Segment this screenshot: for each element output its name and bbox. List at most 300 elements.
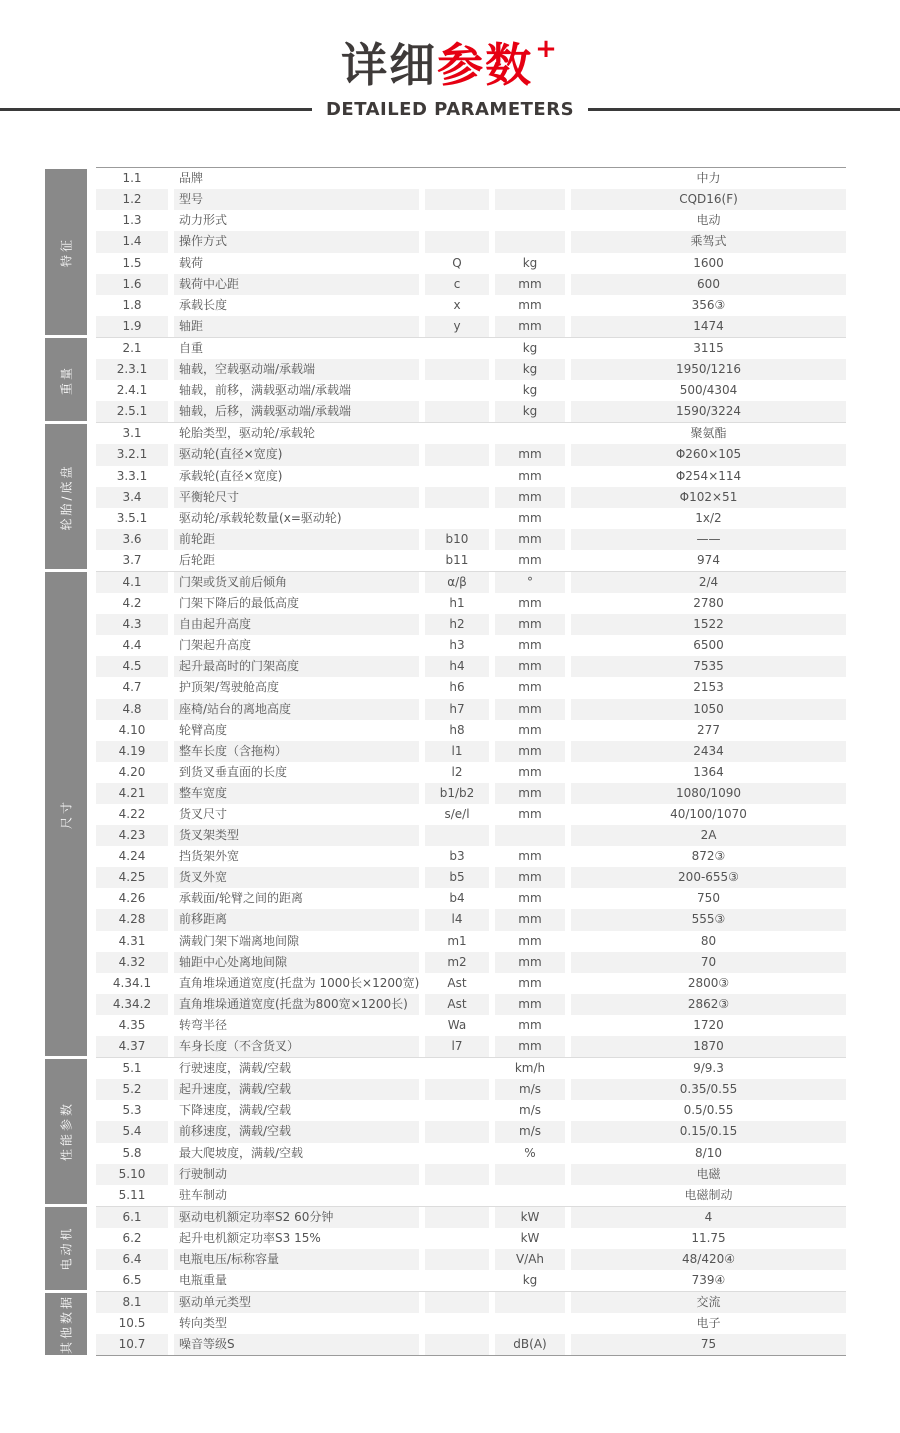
param-symbol: s/e/l <box>444 807 470 821</box>
section-label <box>45 338 87 420</box>
param-unit: V/Ah <box>495 1249 565 1270</box>
row-number: 1.5 <box>122 255 142 270</box>
param-symbol <box>425 231 489 252</box>
param-symbol: Ast <box>425 994 489 1015</box>
param-symbol: x <box>453 297 461 312</box>
param-unit: kg <box>495 359 565 380</box>
param-unit: mm <box>495 741 565 762</box>
param-value: 974 <box>697 552 720 567</box>
param-symbol <box>425 508 489 529</box>
param-symbol: l7 <box>425 1036 489 1057</box>
row-number: 4.26 <box>118 891 146 906</box>
param-value: 1522 <box>571 614 846 635</box>
section-label <box>45 169 87 336</box>
param-name: 座椅/站台的离地高度 <box>174 699 419 720</box>
section-rows <box>96 1291 846 1356</box>
row-number: 5.10 <box>96 1164 168 1185</box>
param-unit: kg <box>522 383 538 398</box>
table-row <box>96 677 846 698</box>
section-label <box>45 424 87 570</box>
param-value: 9/9.3 <box>693 1061 724 1076</box>
param-symbol <box>425 1143 489 1164</box>
param-value: 872③ <box>691 849 726 864</box>
param-unit: m/s <box>495 1079 565 1100</box>
section-rows <box>96 167 846 337</box>
param-name: 行驶速度，满载/空载 <box>179 1061 292 1076</box>
table-row <box>96 1249 846 1270</box>
row-number: 5.4 <box>96 1121 168 1142</box>
table-row <box>96 1292 846 1313</box>
section-label-text: 性能参数 <box>59 1101 74 1162</box>
param-value: CQD16(F) <box>571 189 846 210</box>
param-name: 起升速度，满载/空载 <box>174 1079 419 1100</box>
row-number: 1.9 <box>96 316 168 337</box>
table-row <box>96 1313 846 1334</box>
param-value: 356③ <box>691 297 726 312</box>
param-unit <box>495 210 565 231</box>
param-name: 转弯半径 <box>179 1017 228 1032</box>
param-unit: kg <box>522 255 538 270</box>
param-name: 型号 <box>174 189 419 210</box>
table-row <box>96 253 846 274</box>
param-name: 驱动单元类型 <box>174 1292 419 1313</box>
param-value: 48/420④ <box>571 1249 846 1270</box>
table-row <box>96 380 846 401</box>
table-row <box>96 973 846 994</box>
param-value: 739④ <box>691 1273 726 1288</box>
param-value: 2800③ <box>687 975 730 990</box>
divider-line-right <box>588 108 900 111</box>
table-row <box>96 1185 846 1206</box>
param-value: Φ102×51 <box>571 487 846 508</box>
table-row <box>96 189 846 210</box>
param-unit: mm <box>518 764 542 779</box>
param-symbol <box>425 1249 489 1270</box>
param-value: 500/4304 <box>679 383 738 398</box>
param-value: 75 <box>571 1334 846 1355</box>
param-symbol: α/β <box>425 572 489 593</box>
table-row <box>96 338 846 359</box>
param-value: 40/100/1070 <box>670 807 747 821</box>
param-unit: mm <box>495 783 565 804</box>
param-value: 乘驾式 <box>571 231 846 252</box>
param-unit: kW <box>520 1230 540 1245</box>
param-unit: km/h <box>514 1061 546 1076</box>
param-name: 轮胎类型，驱动轮/承载轮 <box>179 426 316 441</box>
table-row <box>96 931 846 952</box>
param-value: 8/10 <box>695 1145 722 1160</box>
table-row <box>96 1058 846 1079</box>
param-name: 满载门架下端离地间隙 <box>179 933 300 948</box>
param-name: 品牌 <box>179 171 204 186</box>
param-name: 下降速度，满载/空载 <box>179 1103 292 1118</box>
table-row <box>96 804 846 825</box>
row-number: 10.7 <box>96 1334 168 1355</box>
param-name: 整车宽度 <box>174 783 419 804</box>
param-symbol: l2 <box>451 764 463 779</box>
param-symbol: h4 <box>425 656 489 677</box>
param-unit: mm <box>518 510 542 525</box>
table-row <box>96 210 846 231</box>
table-row <box>96 867 846 888</box>
param-name: 护顶架/驾驶舱高度 <box>179 680 280 695</box>
param-unit <box>495 231 565 252</box>
table-row <box>96 1036 846 1057</box>
spec-section <box>45 1206 846 1291</box>
param-name: 驱动轮/承载轮数量(x=驱动轮) <box>179 510 342 525</box>
row-number: 4.2 <box>122 596 142 611</box>
row-number: 4.3 <box>96 614 168 635</box>
row-number: 1.2 <box>96 189 168 210</box>
param-value: 电子 <box>696 1316 721 1331</box>
param-value: 277 <box>697 722 720 737</box>
param-name: 动力形式 <box>179 213 228 228</box>
row-number: 5.8 <box>122 1145 142 1160</box>
param-symbol <box>425 1100 489 1121</box>
param-symbol <box>425 338 489 359</box>
param-unit <box>495 1185 565 1206</box>
spec-section <box>45 167 846 337</box>
section-label-text: 特征 <box>59 237 74 268</box>
table-row <box>96 1015 846 1036</box>
table-row <box>96 1121 846 1142</box>
table-row <box>96 444 846 465</box>
table-row <box>96 316 846 337</box>
param-name: 最大爬坡度，满载/空载 <box>179 1145 304 1160</box>
section-rows <box>96 1057 846 1206</box>
param-name: 前轮距 <box>174 529 419 550</box>
param-symbol: b11 <box>445 552 469 567</box>
param-unit: kg <box>522 1273 538 1288</box>
row-number: 4.20 <box>118 764 146 779</box>
row-number: 3.2.1 <box>96 444 168 465</box>
row-number: 1.8 <box>122 297 142 312</box>
param-unit <box>495 423 565 444</box>
table-row <box>96 529 846 550</box>
row-number: 3.6 <box>96 529 168 550</box>
param-value: 3115 <box>693 340 724 355</box>
row-number: 3.3.1 <box>116 468 148 483</box>
table-row <box>96 741 846 762</box>
table-row <box>96 1143 846 1164</box>
param-name: 起升最高时的门架高度 <box>174 656 419 677</box>
param-unit: mm <box>495 867 565 888</box>
param-unit: % <box>524 1145 536 1160</box>
table-row <box>96 487 846 508</box>
param-symbol <box>425 168 489 189</box>
param-symbol: b5 <box>425 867 489 888</box>
param-symbol <box>425 1079 489 1100</box>
param-symbol <box>425 1207 489 1228</box>
spec-section <box>45 422 846 571</box>
param-unit: mm <box>495 316 565 337</box>
param-unit: kg <box>522 340 538 355</box>
table-row <box>96 783 846 804</box>
table-row <box>96 401 846 422</box>
param-name: 转向类型 <box>179 1316 228 1331</box>
param-symbol: Wa <box>447 1017 467 1032</box>
param-symbol <box>425 1185 489 1206</box>
param-symbol: b3 <box>449 849 465 864</box>
section-label-text: 其他数据 <box>59 1293 74 1354</box>
section-label-text: 重量 <box>59 364 74 395</box>
param-unit: mm <box>518 552 542 567</box>
param-symbol <box>425 487 489 508</box>
row-number: 4.4 <box>122 638 142 653</box>
table-row <box>96 1079 846 1100</box>
param-value: 2/4 <box>571 572 846 593</box>
param-symbol: h2 <box>425 614 489 635</box>
row-number: 4.19 <box>96 741 168 762</box>
spec-section <box>45 571 846 1057</box>
param-value: 7535 <box>571 656 846 677</box>
param-name: 载荷 <box>179 255 204 270</box>
param-symbol <box>425 466 489 487</box>
param-symbol: h7 <box>425 699 489 720</box>
param-name: 平衡轮尺寸 <box>174 487 419 508</box>
row-number: 4.34.2 <box>96 994 168 1015</box>
section-rows <box>96 571 846 1057</box>
param-unit <box>495 168 565 189</box>
param-unit <box>495 825 565 846</box>
table-row <box>96 1207 846 1228</box>
table-row <box>96 846 846 867</box>
row-number: 2.4.1 <box>116 383 148 398</box>
row-number: 4.5 <box>96 656 168 677</box>
section-label-text: 轮胎/底盘 <box>59 463 74 531</box>
row-number: 4.31 <box>118 933 146 948</box>
param-unit <box>495 189 565 210</box>
row-number: 3.5.1 <box>116 510 148 525</box>
param-symbol <box>425 1121 489 1142</box>
param-name: 电瓶电压/标称容量 <box>174 1249 419 1270</box>
param-value: 0.5/0.55 <box>683 1103 734 1118</box>
param-name: 电瓶重量 <box>179 1273 228 1288</box>
param-unit <box>495 1292 565 1313</box>
row-number: 4.25 <box>96 867 168 888</box>
table-row <box>96 825 846 846</box>
row-number: 1.4 <box>96 231 168 252</box>
param-value: 200-655③ <box>571 867 846 888</box>
param-unit: m/s <box>519 1103 541 1118</box>
table-row <box>96 593 846 614</box>
param-name: 门架下降后的最低高度 <box>179 596 300 611</box>
param-name: 货叉尺寸 <box>179 807 228 821</box>
param-value: 电磁制动 <box>684 1187 733 1202</box>
param-value: 70 <box>571 952 846 973</box>
param-value: Φ260×105 <box>571 444 846 465</box>
section-rows <box>96 1206 846 1291</box>
param-symbol <box>425 1292 489 1313</box>
table-row <box>96 1270 846 1291</box>
divider-line-left <box>0 108 312 111</box>
section-label <box>45 572 87 1055</box>
param-symbol <box>425 1164 489 1185</box>
table-row <box>96 572 846 593</box>
table-row <box>96 423 846 444</box>
param-unit: mm <box>518 468 542 483</box>
row-number: 4.32 <box>96 952 168 973</box>
row-number: 8.1 <box>96 1292 168 1313</box>
param-name: 后轮距 <box>179 552 216 567</box>
param-unit: ° <box>495 572 565 593</box>
param-symbol <box>425 825 489 846</box>
param-value: 1364 <box>693 764 724 779</box>
param-unit: mm <box>518 680 542 695</box>
param-name: 前移距离 <box>174 909 419 930</box>
row-number: 4.22 <box>118 807 146 821</box>
param-name: 到货叉垂直面的长度 <box>179 764 288 779</box>
param-symbol: b1/b2 <box>425 783 489 804</box>
spec-section <box>45 1057 846 1206</box>
param-name: 承载长度 <box>179 297 228 312</box>
param-symbol <box>425 359 489 380</box>
param-value: 电动 <box>696 213 721 228</box>
table-row <box>96 614 846 635</box>
param-symbol: Ast <box>447 975 467 990</box>
param-unit: mm <box>495 529 565 550</box>
param-value: 1950/1216 <box>571 359 846 380</box>
table-row <box>96 295 846 316</box>
spec-section <box>45 337 846 422</box>
table-row <box>96 1334 846 1355</box>
param-name: 自由起升高度 <box>174 614 419 635</box>
param-unit: mm <box>518 975 542 990</box>
row-number: 1.6 <box>96 274 168 295</box>
param-value: 1474 <box>571 316 846 337</box>
param-name: 承载轮(直径×宽度) <box>179 468 283 483</box>
row-number: 6.1 <box>96 1207 168 1228</box>
row-number: 4.1 <box>96 572 168 593</box>
param-symbol <box>425 210 489 231</box>
param-value: 1x/2 <box>695 510 722 525</box>
row-number: 5.3 <box>122 1103 142 1118</box>
param-unit: mm <box>518 807 542 821</box>
param-name: 货叉架类型 <box>174 825 419 846</box>
param-symbol: m1 <box>447 933 467 948</box>
param-name: 操作方式 <box>174 231 419 252</box>
param-symbol: y <box>425 316 489 337</box>
param-symbol: b10 <box>425 529 489 550</box>
param-value: 4 <box>571 1207 846 1228</box>
param-unit: mm <box>518 933 542 948</box>
param-name: 驱动电机额定功率S2 60分钟 <box>174 1207 419 1228</box>
section-label <box>45 1207 87 1289</box>
param-unit: mm <box>495 994 565 1015</box>
param-unit: mm <box>518 1017 542 1032</box>
param-value: 555③ <box>571 909 846 930</box>
param-name: 直角堆垛通道宽度(托盘为800宽×1200长) <box>174 994 419 1015</box>
row-number: 2.5.1 <box>96 401 168 422</box>
plus-icon: + <box>535 34 559 64</box>
row-number: 10.5 <box>118 1316 146 1331</box>
row-number: 1.1 <box>122 171 142 186</box>
table-row <box>96 656 846 677</box>
section-rows <box>96 337 846 422</box>
param-name: 载荷中心距 <box>174 274 419 295</box>
table-row <box>96 952 846 973</box>
param-name: 自重 <box>179 340 204 355</box>
param-unit: kW <box>495 1207 565 1228</box>
param-value: 1870 <box>571 1036 846 1057</box>
param-symbol <box>425 444 489 465</box>
param-value: 聚氨酯 <box>690 426 727 441</box>
param-name: 整车长度（含拖构） <box>174 741 419 762</box>
param-unit: mm <box>495 952 565 973</box>
param-unit <box>495 1313 565 1334</box>
param-unit: mm <box>518 297 542 312</box>
param-value: 11.75 <box>691 1230 726 1245</box>
param-value: 2153 <box>693 680 724 695</box>
spec-section <box>45 1291 846 1356</box>
param-name: 货叉外宽 <box>174 867 419 888</box>
param-value: 0.15/0.15 <box>571 1121 846 1142</box>
table-row <box>96 168 846 189</box>
param-symbol: Q <box>452 255 462 270</box>
param-symbol: h8 <box>449 722 465 737</box>
param-symbol <box>425 1228 489 1249</box>
row-number: 2.3.1 <box>96 359 168 380</box>
param-name: 轴距中心处离地间隙 <box>174 952 419 973</box>
param-unit: mm <box>495 614 565 635</box>
param-unit: mm <box>495 1036 565 1057</box>
header <box>0 0 900 120</box>
param-name: 驻车制动 <box>179 1187 228 1202</box>
param-unit <box>495 1164 565 1185</box>
param-name: 轴载，后移，满载驱动端/承载端 <box>174 401 419 422</box>
row-number: 3.1 <box>122 426 142 441</box>
param-symbol: h1 <box>449 596 465 611</box>
table-row <box>96 888 846 909</box>
param-unit: dB(A) <box>495 1334 565 1355</box>
row-number: 4.8 <box>96 699 168 720</box>
param-symbol: m2 <box>425 952 489 973</box>
table-row <box>96 994 846 1015</box>
param-symbol <box>425 1334 489 1355</box>
param-name: 驱动轮(直径×宽度) <box>174 444 419 465</box>
param-symbol <box>425 1058 489 1079</box>
param-symbol <box>425 1313 489 1334</box>
table-row <box>96 720 846 741</box>
param-name: 轮臂高度 <box>179 722 228 737</box>
title-accent: 参数 <box>437 38 534 92</box>
param-unit: m/s <box>495 1121 565 1142</box>
row-number: 4.35 <box>118 1017 146 1032</box>
row-number: 3.4 <box>96 487 168 508</box>
param-name: 直角堆垛通道宽度(托盘为 1000长×1200宽) <box>179 975 419 990</box>
param-value: 交流 <box>571 1292 846 1313</box>
table-row <box>96 762 846 783</box>
section-label-text: 尺寸 <box>59 799 74 830</box>
param-symbol <box>425 401 489 422</box>
table-row <box>96 508 846 529</box>
param-unit: kg <box>495 401 565 422</box>
row-number: 5.2 <box>96 1079 168 1100</box>
subtitle-row <box>0 99 900 120</box>
param-value: 80 <box>700 933 717 948</box>
table-row <box>96 1164 846 1185</box>
param-value: 中力 <box>696 171 721 186</box>
param-symbol <box>425 1270 489 1291</box>
param-name: 挡货架外宽 <box>179 849 240 864</box>
param-unit: mm <box>518 722 542 737</box>
row-number: 4.34.1 <box>112 975 152 990</box>
param-value: 1720 <box>693 1017 724 1032</box>
param-value: 0.35/0.55 <box>571 1079 846 1100</box>
table-row <box>96 231 846 252</box>
title-primary: 详细 <box>341 38 438 92</box>
param-value: 2862③ <box>571 994 846 1015</box>
